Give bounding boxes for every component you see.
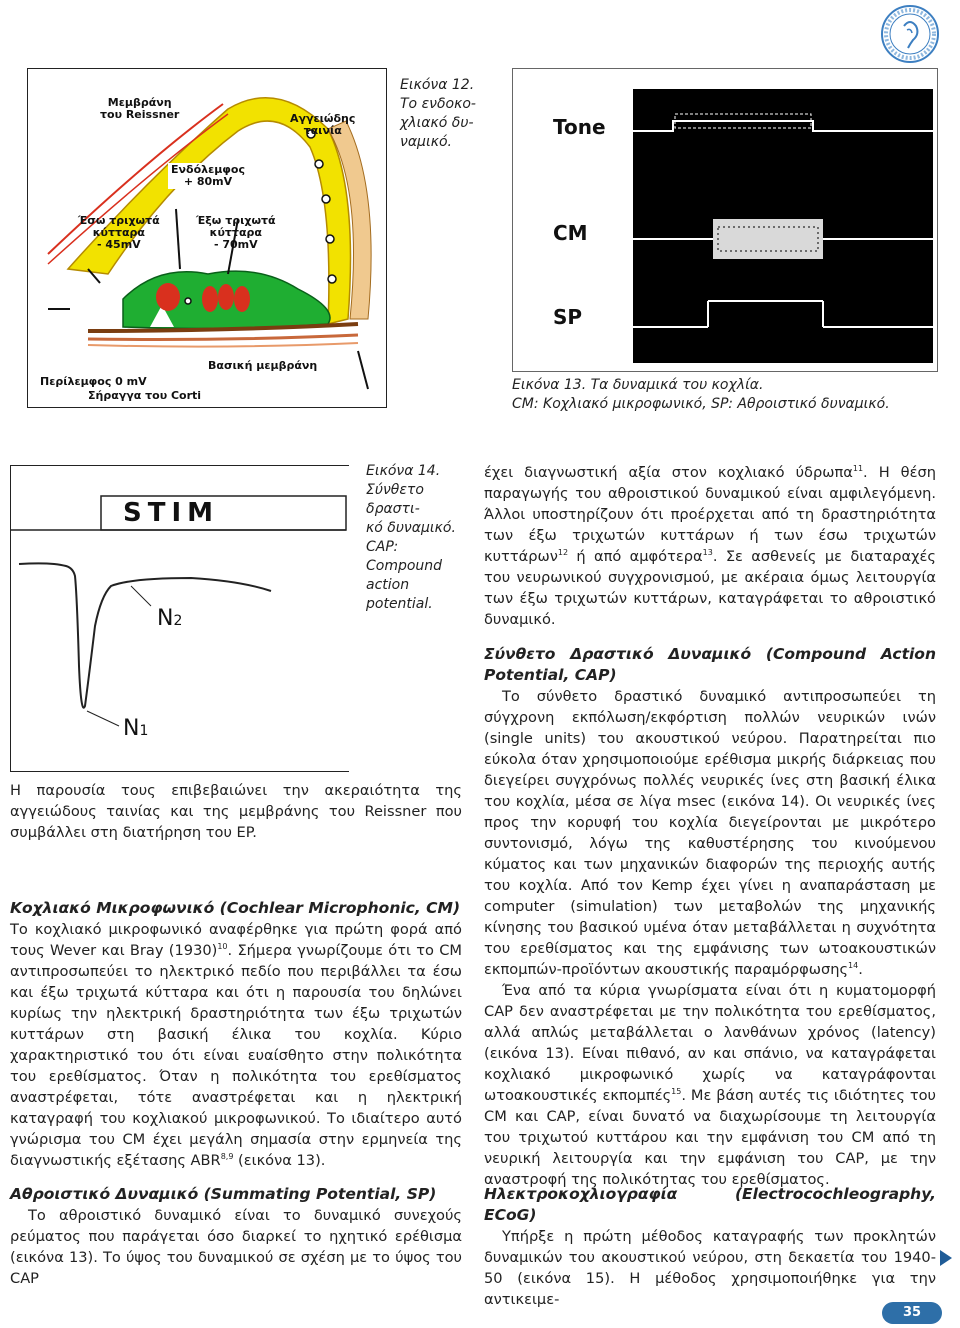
- reference-superscript: 10: [217, 942, 228, 952]
- cap-section: [484, 644, 936, 1190]
- cm-heading: Κοχλιακό Μικροφωνικό (Cochlear Microphonic, CM): [10, 899, 461, 917]
- label-stria-vascularis: Αγγειώδης ταινία: [290, 112, 356, 137]
- reference-superscript: 11: [852, 464, 864, 474]
- ecog-heading: Ηλεκτροκοχλιογραφία (Electrocochleography, ECoG): [484, 1185, 936, 1224]
- label-endolymph: Ενδόλεμφος + 80mV: [168, 163, 248, 189]
- paragraph-sp-continued: έχει διαγνωστική αξία στον κοχλιακό ύδρωπα$^{11}$. Η θέση παραγωγής του αθροιστικού δυναμικού είναι αμφιλεγόμενη. Άλλοι υποστηρίζουν ότι προέρχεται από τη δραστηριότητα των έξω τριχωτών κυττάρων ή των έσω τριχωτών κυττάρων$^{12}$ ή από αμφότερα$^{13}$. Σε ασθενείς με διαταραχές του νευρωνικού συγχρονισμού, με ακέραια όμως λειτουργία των έξω τριχωτών κυττάρων, καταγράφεται το αθροιστικό δυναμικό.: [484, 464, 936, 628]
- reference-superscript: 15: [671, 1087, 682, 1097]
- figure-14-cap-frame: [10, 465, 349, 772]
- label-reissner-membrane: Μεμβράνη του Reissner: [100, 96, 180, 121]
- ecog-paragraph-1: Υπήρξε η πρώτη μέθοδος καταγραφής των προκλητών δυναμικών του ακουστικού νεύρου, στη δεκαετία του 1940-50 (εικόνα 15). Η μέθοδος χρησιμοποιήθηκε για την αντικειμε-: [484, 1228, 936, 1308]
- label-n1: N1: [123, 716, 149, 741]
- figure-12-endocochlear-diagram: [27, 68, 387, 408]
- label-tunnel-of-corti: Σήραγγα του Corti: [88, 389, 202, 402]
- paragraph-ep-conclusion: Η παρουσία τους επιβεβαιώνει την ακεραιότητα της αγγειώδους ταινίας και της μεμβράνης του Reissner που συμβάλλει στη διατήρηση του EP.: [10, 782, 462, 841]
- reference-superscript: 14: [848, 961, 859, 971]
- right-column-top-text: [484, 462, 936, 630]
- ecog-section: [484, 1184, 936, 1310]
- figure-14-caption: Εικόνα 14. Σύνθετο δραστι- κό δυναμικό. CAP: Compound action potential.: [366, 463, 456, 612]
- sp-paragraph-1: Το αθροιστικό δυναμικό είναι το δυναμικό συνεχούς ρεύματος που παράγεται όσο διαρκεί το ηχητικό ερέθισμα (εικόνα 13). Το ύψος του δυναμικού σε σχέση με το ύψος του CAP: [10, 1207, 462, 1287]
- figure-12-caption: Εικόνα 12. Το ενδοκο- χλιακό δυ- ναμικό.: [400, 77, 476, 150]
- label-tone: Tone: [553, 115, 606, 139]
- figure-13-caption: Εικόνα 13. Τα δυναμικά του κοχλία. CM: Κοχλιακό μικροφωνικό, SP: Αθροιστικό δυναμικό.: [512, 377, 890, 412]
- label-basilar-membrane: Βασική μεμβράνη: [208, 359, 318, 372]
- sp-heading: Αθροιστικό Δυναμικό (Summating Potential, SP): [10, 1185, 437, 1203]
- reference-superscript: 12: [557, 548, 569, 558]
- left-intro-text: [10, 780, 462, 843]
- cap-paragraph-1: Το σύνθετο δραστικό δυναμικό αντιπροσωπεύει τη σύγχρονη εκπόλωση/εκφόρτιση πολλών νευρικών ινών (single units) του ακουστικού νεύρου. Παρατηρείται πιο εύκολα όταν χρησιμοποιούμε ερέθισμα μικρής διάρκειας που διεγείρει συγχρόνως πολλές νευρικές ίνες στη βασική έλικα του κοχλία, μέσα σε λίγα msec (εικόνα 14). Οι νευρικές ίνες προς την κορυφή του κοχλία διεγείρονται με μικρότερο συντονισμό, λόγω της καθυστέρησης του κινούμενου κύματος και των μηχανικών διαφορών της περιοχής αυτής του κοχλία. Από τον Kemp έχει γίνει η αναπαράσταση με computer (simulation) των μεταβολών της μηχανικής κίνησης του βασικού υμένα όταν μεταβάλλεται η συχνότητα του ερεθίσματος και της εμφάνισης των ωτοακουστικών εκπομπών-προϊόντων ακουστικής παραμόρφωσης$^{14}$.: [484, 688, 936, 978]
- label-n2: N2: [157, 606, 183, 631]
- label-stim: STIM: [123, 498, 220, 528]
- cm-section: [10, 898, 462, 1171]
- label-sp: SP: [553, 305, 583, 329]
- cap-heading: Σύνθετο Δραστικό Δυναμικό (Compound Action Potential, CAP): [484, 645, 936, 684]
- reference-superscript: 13: [702, 548, 713, 558]
- continue-arrow-icon: [940, 1250, 952, 1266]
- label-inner-hair-cells: Έσω τριχωτά κύτταρα - 45mV: [78, 214, 160, 251]
- sp-section: [10, 1184, 462, 1289]
- reference-superscript: 8,9: [220, 1152, 234, 1162]
- label-cm: CM: [553, 221, 588, 245]
- cap-paragraph-2: Ένα από τα κύρια γνωρίσματα είναι ότι η κυματομορφή CAP δεν αναστρέφεται με την πολικότητα του ερεθίσματος, αλλά απλώς μεταβάλλεται ο λανθάνων χρόνος (latency) (εικόνα 13). Είναι πιθανό, αν και σπάνιο, να καταγράφεται κοχλιακό μικροφωνικό χωρίς να καταγράφονται ωτοακουστικές εκπομπές$^{15}$. Με βάση αυτές τις ιδιότητες του CM και CAP, είναι δυνατό να διαχωρίσουμε τη λειτουργία του τριχωτού κυττάρου και την εμφάνιση του CM από τη νευρική λειτουργία και την εμφάνιση του CAP, με την αναστροφή της πολικότητας του ερεθίσματος.: [484, 982, 936, 1188]
- cm-paragraph-1: Το κοχλιακό μικροφωνικό αναφέρθηκε για πρώτη φορά από τους Wever και Bray $(1930)^{10}$. Σήμερα γνωρίζουμε ότι το CM αντιπροσωπεύει το ηλεκτρικό πεδίο που περιβάλλει τα έσω και έξω τριχωτά κύτταρα και ότι η παρουσία του δηλώνει κυρίως την ηλεκτρική δραστηριότητα των έξω τριχωτών κυττάρων στη βασική έλικα του κοχλία. Κύριο χαρακτηριστικό του ότι είναι ευαίσθητο στην πολικότητα του ερεθίσματος. Όταν η πολικότητα του ερεθίσματος αναστρέφεται, τότε αναστρέφεται και η ηλεκτρική καταγραφή του κοχλιακού μικροφωνικού. Το ιδιαίτερο αυτό γνώρισμα του CM έχει μεγάλη σημασία στην ερμηνεία της διαγνωστικής εξέτασης ABR$^{8,9}$ (εικόνα 13).: [10, 921, 462, 1169]
- society-seal-logo: [880, 4, 940, 64]
- figure-13-potentials-frame: [512, 68, 938, 372]
- page-number-badge: 35: [882, 1302, 942, 1324]
- label-perilymph: Περίλεμφος 0 mV: [40, 375, 147, 388]
- label-outer-hair-cells: Έξω τριχωτά κύτταρα - 70mV: [196, 214, 276, 251]
